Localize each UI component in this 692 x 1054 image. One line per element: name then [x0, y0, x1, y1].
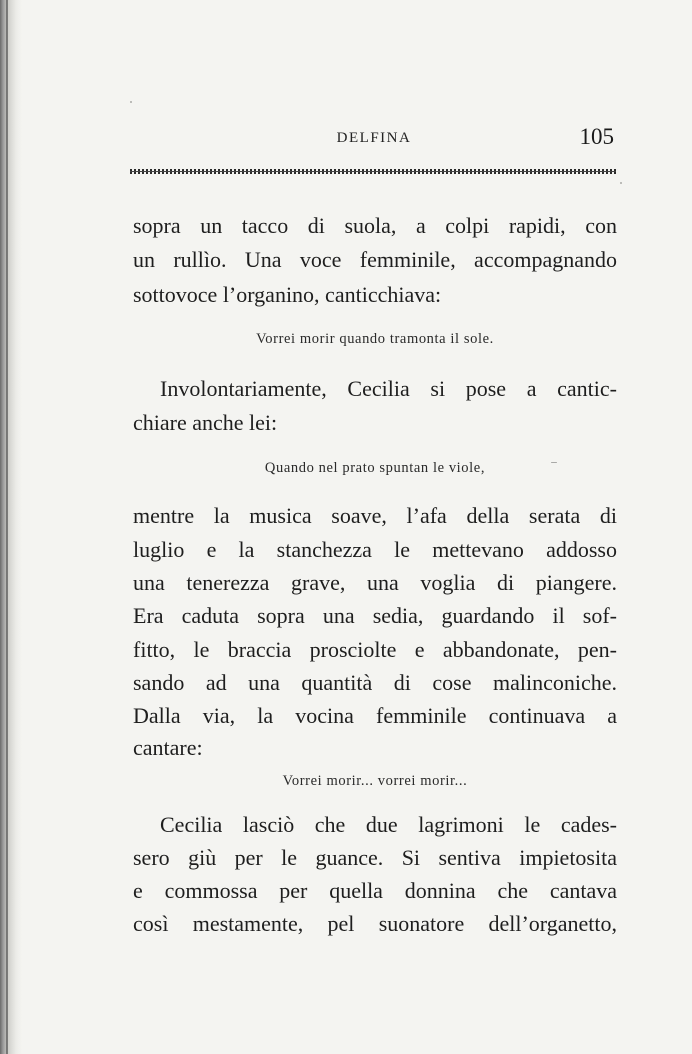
text-line: Involontariamente, Cecilia si pose a cantic-: [160, 376, 617, 401]
verse-line: Vorrei morir... vorrei morir...: [282, 773, 468, 789]
running-head: [130, 124, 618, 154]
text-line: e commossa per quella donnina che cantava: [133, 878, 617, 903]
text-line: sero giù per le guance. Si sentiva impietosita: [133, 845, 617, 870]
page-number: 105: [579, 124, 614, 149]
text-line: fitto, le braccia prosciolte e abbandonate, pen-: [133, 637, 617, 662]
text-line: Dalla via, la vocina femminile continuava a: [133, 703, 617, 728]
text-line: luglio e la stanchezza le mettevano addosso: [133, 537, 617, 562]
paper-speck: [130, 101, 132, 103]
text-line: un rullìo. Una voce femminile, accompagnando: [133, 247, 617, 272]
verse-line: Vorrei morir quando tramonta il sole.: [256, 331, 494, 347]
text-line: sottovoce l’organino, canticchiava:: [133, 282, 442, 307]
text-line: chiare anche lei:: [133, 410, 278, 435]
text-line: sopra un tacco di suola, a colpi rapidi, con: [133, 213, 617, 238]
ornamental-rule-line: [130, 171, 616, 172]
verse-line: Quando nel prato spuntan le viole,: [264, 460, 486, 476]
text-line: così mestamente, pel suonatore dell’organetto,: [133, 911, 617, 936]
text-line: Cecilia lasciò che due lagrimoni le cades-: [160, 812, 617, 837]
paper-speck: [551, 462, 557, 463]
text-line: sando ad una quantità di cose malinconiche.: [133, 670, 617, 695]
text-line: cantare:: [133, 735, 203, 760]
text-line: mentre la musica soave, l’afa della serata di: [133, 503, 617, 528]
text-line: Era caduta sopra una sedia, guardando il sof-: [133, 603, 617, 628]
running-title: DELFINA: [336, 130, 412, 146]
paper-speck: [620, 182, 622, 184]
text-line: una tenerezza grave, una voglia di piangere.: [133, 570, 617, 595]
